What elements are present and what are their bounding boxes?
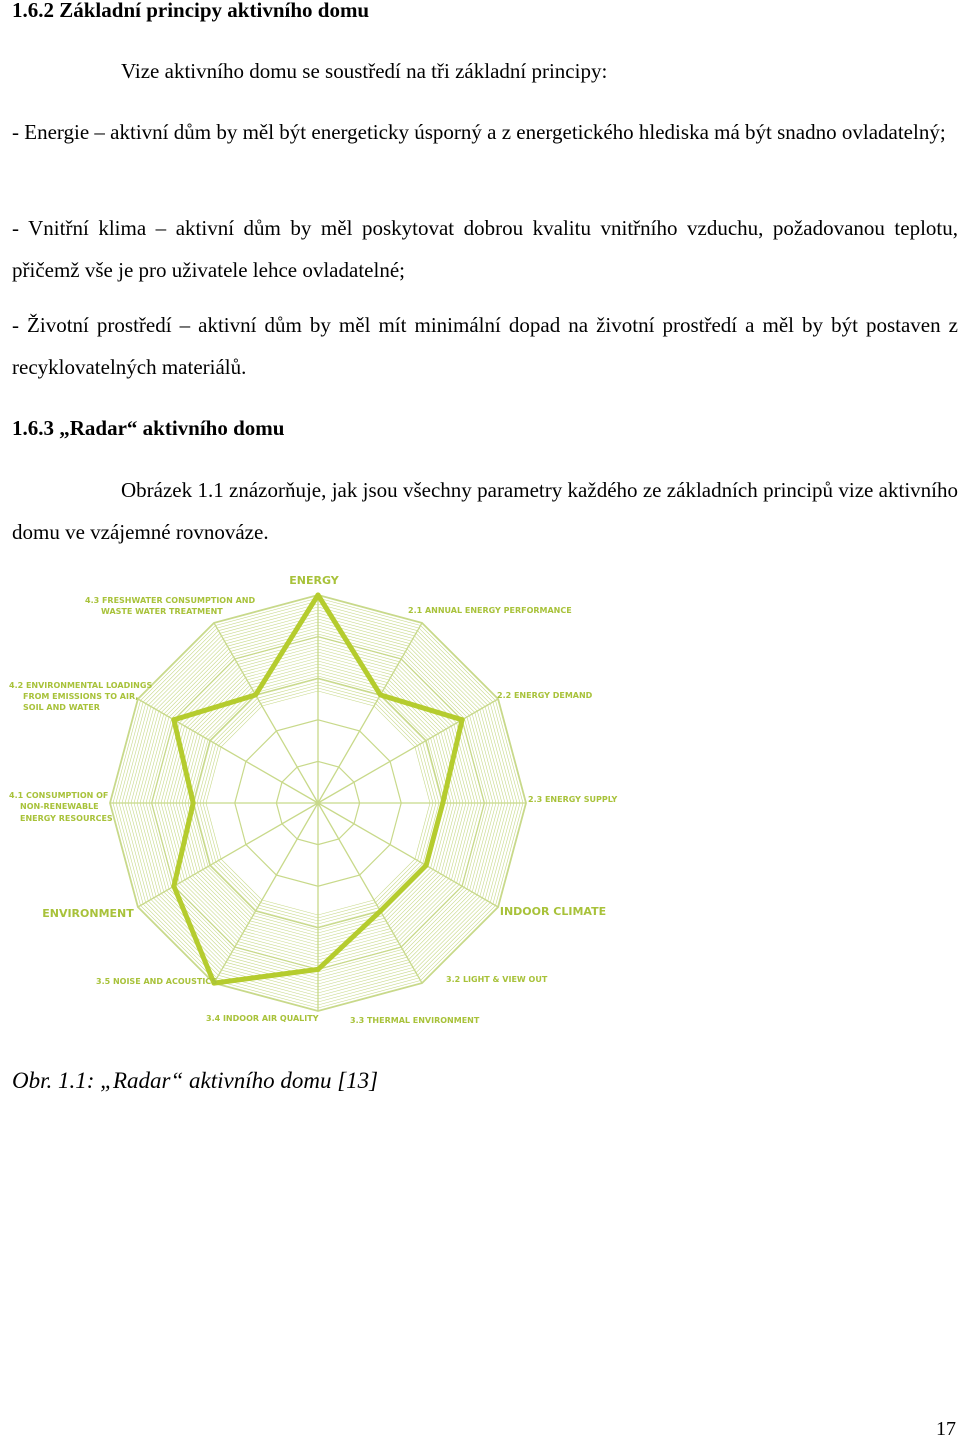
label-indoor-air-quality: 3.4 INDOOR AIR QUALITY xyxy=(206,1014,319,1023)
radar-grid xyxy=(110,595,526,1011)
label-noise-acoustics: 3.5 NOISE AND ACOUSTICS xyxy=(96,977,218,986)
radar-score-point xyxy=(460,717,465,722)
page-number: 17 xyxy=(936,1418,956,1440)
radar-score-point xyxy=(316,593,321,598)
label-annual-energy-performance: 2.1 ANNUAL ENERGY PERFORMANCE xyxy=(408,606,572,615)
radar-score-point xyxy=(253,692,258,697)
label-env-loadings-line2: FROM EMISSIONS TO AIR, xyxy=(23,692,139,701)
label-light-view-out: 3.2 LIGHT & VIEW OUT xyxy=(446,975,548,984)
radar-score-point xyxy=(378,692,383,697)
principle-item-environment: - Životní prostředí – aktivní dům by měl mít minimální dopad na životní prostředí a měl by být postaven z recyklovatelných materiálů. xyxy=(12,313,958,379)
label-env-loadings-line1: 4.2 ENVIRONMENTAL LOADINGS xyxy=(9,681,153,690)
radar-score-point xyxy=(316,967,321,972)
label-energy-demand: 2.2 ENERGY DEMAND xyxy=(497,691,593,700)
label-thermal-environment: 3.3 THERMAL ENVIRONMENT xyxy=(350,1016,480,1025)
principle-item-indoor-climate: - Vnitřní klima – aktivní dům by měl poskytovat dobrou kvalitu vnitřního vzduchu, požadovanou teplotu, přičemž vše je pro uživatele lehce ovladatelné; xyxy=(12,216,958,282)
label-energy: ENERGY xyxy=(289,574,339,587)
section-heading-radar: 1.6.3 „Radar“ aktivního domu xyxy=(12,416,285,440)
radar-score-point xyxy=(171,884,176,889)
radar-chart xyxy=(0,565,960,1035)
label-environment: ENVIRONMENT xyxy=(42,907,134,920)
label-freshwater-line2: WASTE WATER TREATMENT xyxy=(101,607,223,616)
label-consumption-line3: ENERGY RESOURCES xyxy=(20,814,113,823)
label-energy-supply: 2.3 ENERGY SUPPLY xyxy=(528,795,618,804)
figure-caption: Obr. 1.1: „Radar“ aktivního domu [13] xyxy=(12,1068,379,1093)
principle-item-energy: - Energie – aktivní dům by měl být energeticky úsporný a z energetického hlediska má být snadno ovladatelný; xyxy=(12,120,946,144)
radar-score-point xyxy=(191,801,196,806)
label-freshwater-line1: 4.3 FRESHWATER CONSUMPTION AND xyxy=(85,596,256,605)
label-consumption-line1: 4.1 CONSUMPTION OF xyxy=(9,791,109,800)
label-consumption-line2: NON-RENEWABLE xyxy=(20,802,99,811)
section-heading-principles: 1.6.2 Základní principy aktivního domu xyxy=(12,0,370,22)
label-env-loadings-line3: SOIL AND WATER xyxy=(23,703,100,712)
label-indoor-climate: INDOOR CLIMATE xyxy=(499,905,607,918)
intro-paragraph: Vize aktivního domu se soustředí na tři základní principy: xyxy=(121,59,608,83)
radar-score-point xyxy=(440,801,445,806)
radar-score-point xyxy=(171,717,176,722)
radar-score-point xyxy=(424,863,429,868)
radar-score-point xyxy=(378,909,383,914)
radar-figure xyxy=(0,565,960,1035)
radar-description-paragraph: Obrázek 1.1 znázorňuje, jak jsou všechny parametry každého ze základních principů vize aktivního domu ve vzájemné rovnováze. xyxy=(12,478,958,544)
